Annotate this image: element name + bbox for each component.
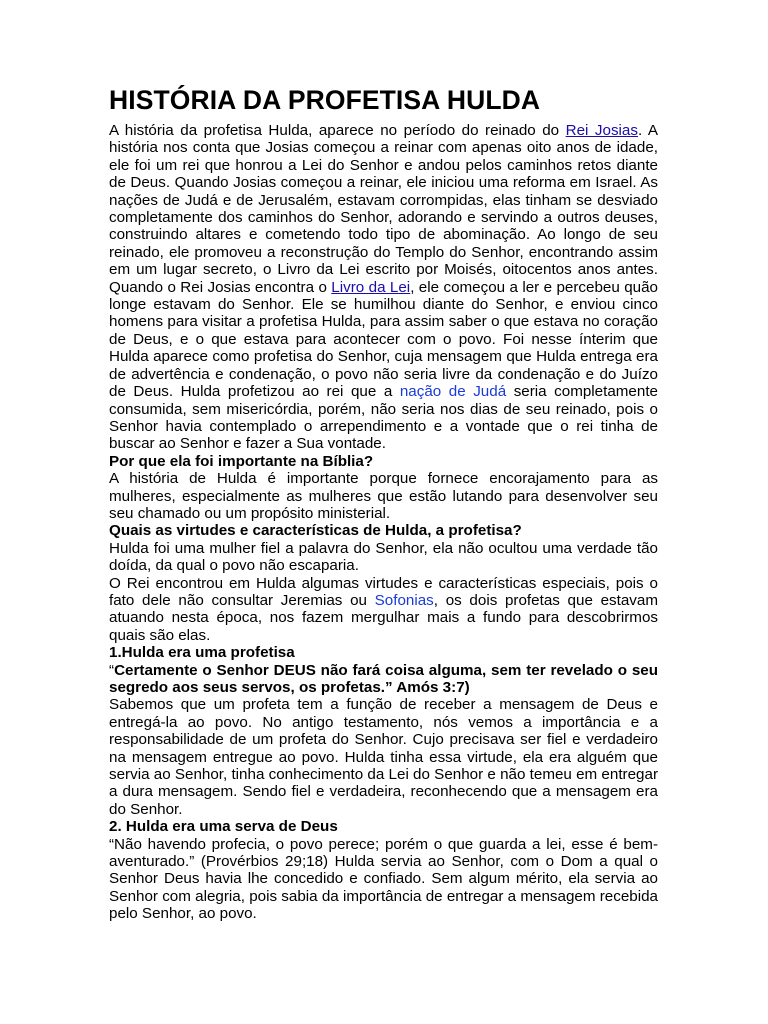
virtues-paragraph-2	[109, 575, 658, 645]
quote-amos	[109, 662, 658, 697]
virtues-paragraph-1: Hulda foi uma mulher fiel a palavra do Senhor, ela não ocultou uma verdade tão doída, da qual o povo não escaparia.	[109, 539, 658, 575]
article-body	[109, 84, 658, 923]
intro-text-c: , ele começou a ler e percebeu quão longe estavam do Senhor. Ele se humilhou diante do Senhor, e enviou cinco homens para visitar a profetisa Hulda, para assim saber o que estava no coração de Deus, e o que estava para acontecer com o povo. Foi nesse ínterim que Hulda aparece como profetisa do Senhor, cuja mensagem que Hulda entrega era de advertência e condenação, o povo não seria livre da condenação e do Juízo de Deus. Hulda profetizou ao rei que a	[109, 278, 658, 401]
quote-amos-text: Certamente o Senhor DEUS não fará coisa alguma, sem ter revelado o seu segredo aos seus servos, os profetas.” Amós 3:7)	[109, 661, 658, 696]
link-livro-da-lei[interactable]: Livro da Lei	[331, 278, 411, 296]
virtues-text-a: O Rei encontrou em Hulda algumas virtudes e características especiais, pois o fato dele não consultar Jeremias ou	[109, 574, 658, 609]
intro-paragraph	[109, 122, 658, 453]
link-sofonias[interactable]: Sofonias	[374, 591, 434, 609]
virtues-text-b: , os dois profetas que estavam atuando nesta época, nos fazem mergulhar mais a fundo para descobrirmos quais são elas.	[109, 591, 658, 644]
section-heading-profetisa: 1.Hulda era uma profetisa	[109, 644, 295, 662]
intro-text-a: A história da profetisa Hulda, aparece no período do reinado do	[109, 122, 566, 139]
section-heading-importance: Por que ela foi importante na Bíblia?	[109, 452, 374, 470]
serva-paragraph: “Não havendo profecia, o povo perece; porém o que guarda a lei, esse é bem-aventurado.” (Provérbios 29;18) Hulda servia ao Senhor, com o Dom a qual o Senhor Deus havia lhe concedido e confiado. Sem algum mérito, ela servia ao Senhor com alegria, pois sabia da importância de entregar a mensagem recebida pelo Senhor, ao povo.	[109, 835, 658, 923]
link-nacao-de-juda[interactable]: nação de Judá	[399, 383, 507, 401]
intro-text-b: . A história nos conta que Josias começou a reinar com apenas oito anos de idade, ele foi um rei que honrou a Lei do Senhor e andou pelos caminhos retos diante de Deus. Quando Josias começou a reinar, ele iniciou uma reforma em Israel. As nações de Judá e de Jerusalém, estavam corrompidas, elas tinham se desviado completamente dos caminhos do Senhor, adorando e servindo a outros deuses, construindo altares e cometendo todo tipo de abominação. Ao longo de seu reinado, ele promoveu a reconstrução do Templo do Senhor, encontrando assim em um lugar secreto, o Livro da Lei escrito por Moisés, oitocentos anos antes. Quando o Rei Josias encontra o	[109, 122, 659, 296]
intro-text-d: seria completamente consumida, sem misericórdia, porém, não seria nos dias de seu reinado, pois o Senhor havia contemplado o arrependimento e a vontade que o rei tinha de buscar ao Senhor e fazer a Sua vontade.	[109, 383, 658, 453]
section-heading-virtues: Quais as virtudes e características de Hulda, a profetisa?	[109, 522, 522, 540]
profetisa-paragraph: Sabemos que um profeta tem a função de receber a mensagem de Deus e entregá-la ao povo. No antigo testamento, nós vemos a importância e a responsabilidade de um profeta do Senhor. Cujo precisava ser fiel e verdadeiro na mensagem entregue ao povo. Hulda tinha essa virtude, ela era alguém que servia ao Senhor, tinha conhecimento da Lei do Senhor e não temeu em entregar a dura mensagem. Sendo fiel e verdadeira, reconhecendo que a mensagem era do Senhor.	[109, 696, 658, 818]
page-title: HISTÓRIA DA PROFETISA HULDA	[109, 85, 541, 115]
quote-open-mark: “	[109, 661, 115, 679]
importance-paragraph: A história de Hulda é importante porque fornece encorajamento para as mulheres, especialmente as mulheres que estão lutando para desenvolver seu seu chamado ou um propósito ministerial.	[109, 470, 658, 522]
section-heading-serva: 2. Hulda era uma serva de Deus	[109, 818, 338, 836]
link-rei-josias[interactable]: Rei Josias	[565, 122, 638, 139]
